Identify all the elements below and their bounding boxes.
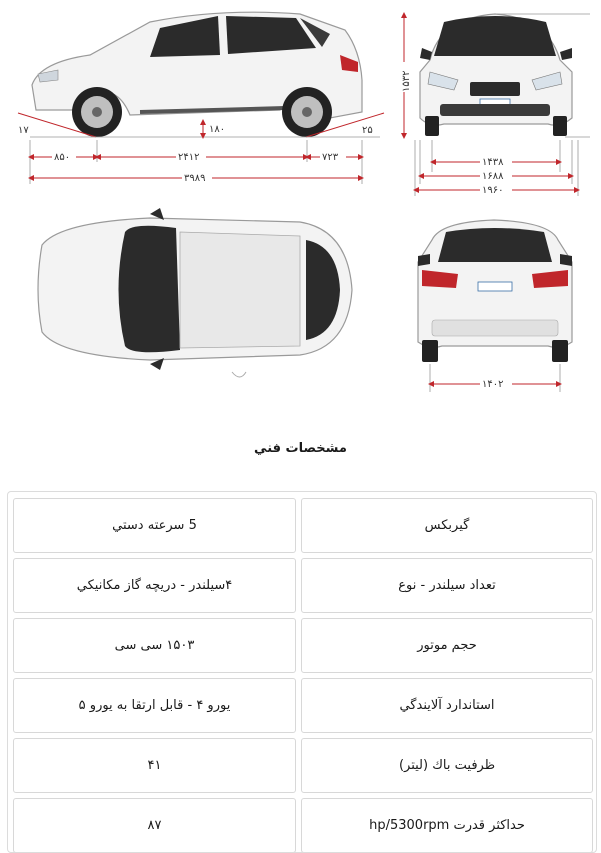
departure-angle-label: ۲۵	[362, 125, 373, 136]
spec-label: استاندارد آلايندگي	[301, 678, 593, 733]
spec-label: گيربكس	[301, 498, 593, 553]
spec-row	[13, 678, 593, 733]
spec-row	[13, 738, 593, 793]
specs-table	[7, 491, 597, 853]
spec-value: يورو ۴ - قابل ارتقا به يورو ۵	[13, 678, 296, 733]
spec-value: ۱۵۰۳ سی سی	[13, 618, 296, 673]
section-title: مشخصات فني	[254, 441, 347, 456]
spec-label: حجم موتور	[301, 618, 593, 673]
rear-track-label: ۱۴۰۲	[482, 379, 504, 390]
side-view-car	[32, 12, 362, 137]
vehicle-dimensions-figure	[0, 0, 601, 420]
spec-value: ۸۷	[13, 798, 296, 853]
spec-label: تعداد سيلندر - نوع	[301, 558, 593, 613]
spec-label: ظرفيت باك (ليتر)	[301, 738, 593, 793]
ground-clearance-label: ۱۸۰	[209, 124, 226, 135]
wheelbase-label: ۲۴۱۲	[178, 152, 200, 163]
spec-label: حداكثر قدرت hp/5300rpm	[301, 798, 593, 853]
spec-row	[13, 618, 593, 673]
height-label: ۱۵۳۲	[401, 70, 412, 92]
spec-row	[13, 558, 593, 613]
spec-row	[13, 498, 593, 553]
total-length-label: ۳۹۸۹	[184, 173, 206, 184]
spec-value: ۴۱	[13, 738, 296, 793]
rear-overhang-label: ۷۲۳	[322, 152, 339, 163]
spec-value: ۴سيلندر - دريچه گاز مكانيكي	[13, 558, 296, 613]
rear-view-car	[418, 220, 572, 362]
top-view-car	[38, 208, 352, 377]
front-view-car	[420, 14, 572, 136]
approach-angle-label: ۱۷	[18, 125, 29, 136]
front-overhang-label: ۸۵۰	[54, 152, 71, 163]
spec-value: 5 سرعته دستي	[13, 498, 296, 553]
mirror-width-label: ۱۹۶۰	[482, 185, 504, 196]
front-track-label: ۱۴۳۸	[482, 157, 504, 168]
body-width-label: ۱۶۸۸	[482, 171, 504, 182]
